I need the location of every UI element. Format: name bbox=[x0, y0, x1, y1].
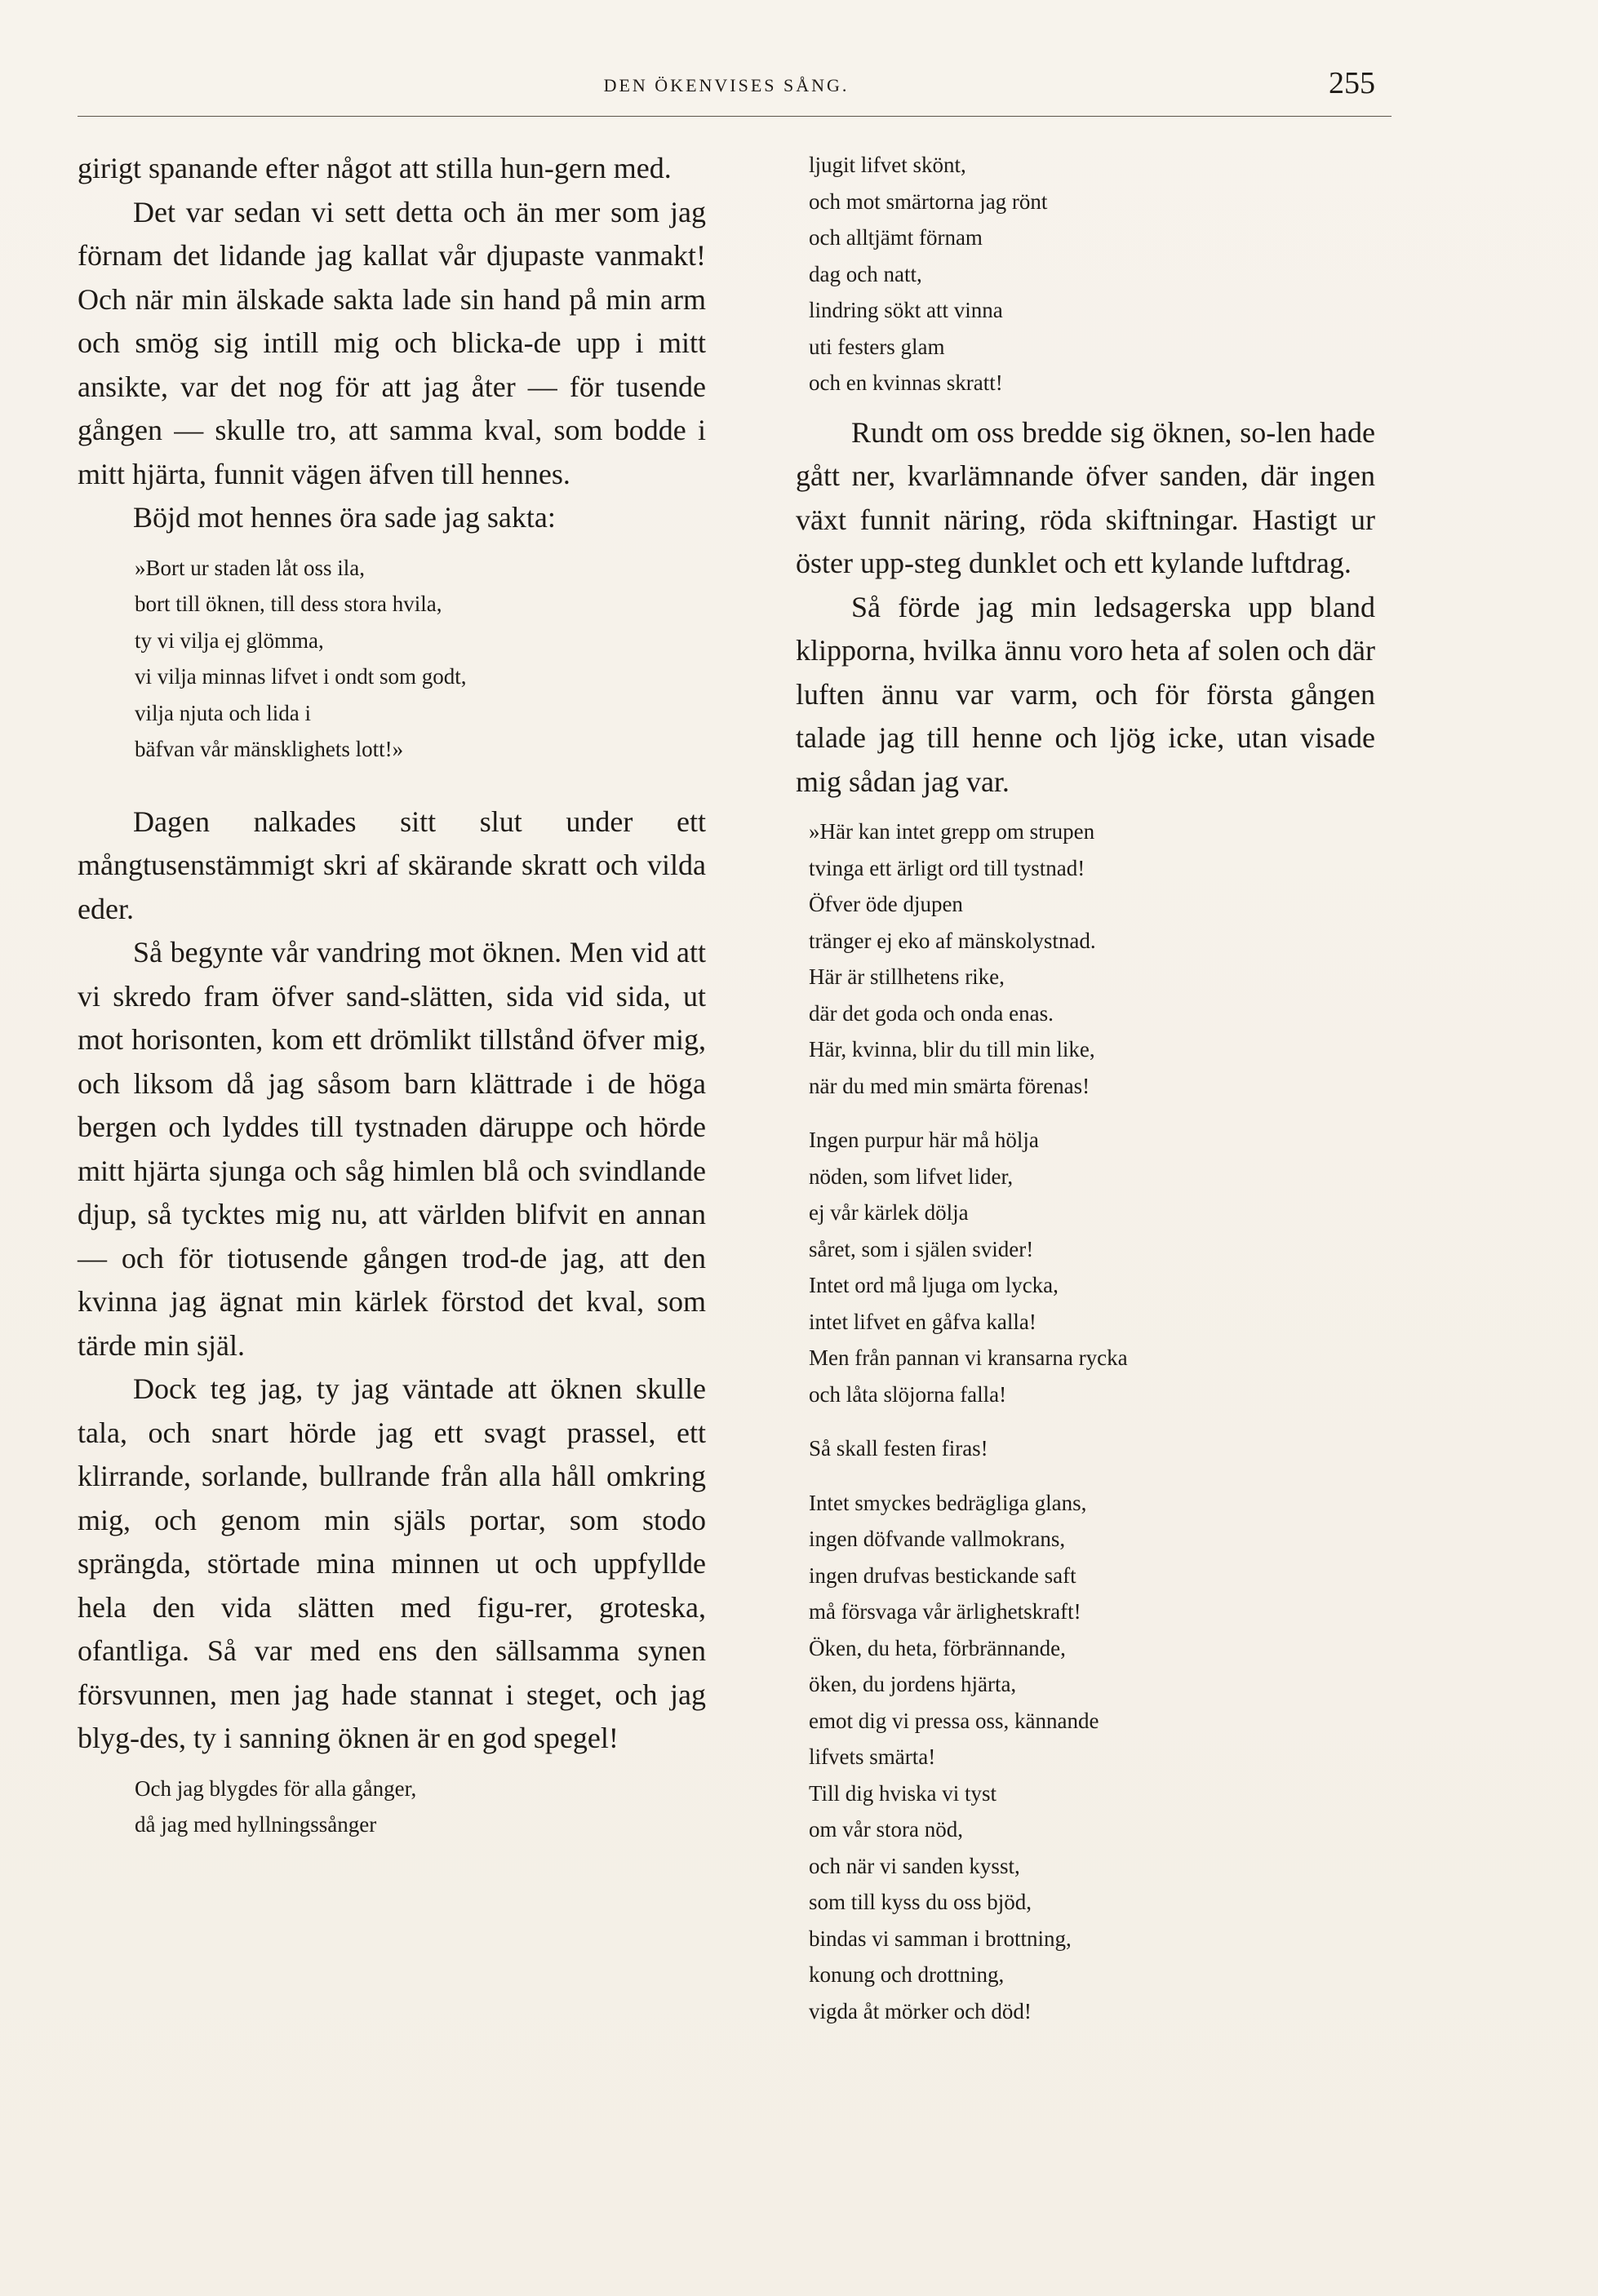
poem-line: tvinga ett ärligt ord till tystnad! bbox=[809, 855, 1085, 880]
poem-line: Öfver öde djupen bbox=[809, 892, 963, 916]
paragraph: Så förde jag min ledsagerska upp bland klipporna, hvilka ännu voro heta af solen och där luften ännu var varm, och för första gången talade jag till henne och ljög icke, utan visade mig sådan jag var. bbox=[796, 590, 1375, 798]
poem-line: ty vi vilja ej glömma, bbox=[135, 627, 324, 653]
poem-line: och låta slöjorna falla! bbox=[809, 1381, 1007, 1407]
poem-line: »Bort ur staden låt oss ila, bbox=[135, 555, 365, 580]
poem-line: emot dig vi pressa oss, kännande bbox=[809, 1708, 1099, 1733]
paragraph: girigt spanande efter något att stilla hun-gern med. bbox=[78, 152, 672, 184]
paragraph: Dock teg jag, ty jag väntade att öknen skulle tala, och snart hörde jag ett svagt prassel, ett klirrande, sorlande, bullrande från alla håll omkring mig, och genom min själs portar, som stodo sprängda, störtade mina minnen ut och uppfyllde hela den vida slätten med figu-rer, groteska, ofantliga. Så var med ens den sällsamma synen försvunnen, men jag hade stannat i steget, och jag blyg-des, ty i sanning öknen är en god spegel! bbox=[78, 1372, 706, 1754]
poem-line: ej vår kärlek dölja bbox=[809, 1200, 969, 1225]
paragraph: Rundt om oss bredde sig öknen, so-len hade gått ner, kvarlämnande öfver sanden, där ingen växt funnit näring, röda skiftningar. Hastigt ur öster upp-steg dunklet och ett kylande luftdrag. bbox=[796, 415, 1375, 579]
poem-line: bindas vi samman i brottning, bbox=[809, 1926, 1072, 1951]
right-column bbox=[796, 147, 1375, 2029]
poem-line: ljugit lifvet skönt, bbox=[809, 153, 966, 177]
running-header bbox=[78, 65, 1375, 114]
poem-line: Ingen purpur här må hölja bbox=[809, 1128, 1039, 1152]
poem-line: dag och natt, bbox=[809, 261, 922, 286]
poem-stanza bbox=[78, 1771, 706, 1843]
poem-line: vilja njuta och lida i bbox=[135, 700, 311, 725]
poem-line: Intet smyckes bedrägliga glans, bbox=[809, 1490, 1087, 1515]
paragraph: Böjd mot hennes öra sade jag sakta: bbox=[133, 501, 556, 534]
poem-stanza bbox=[78, 550, 706, 768]
poem-line: Här, kvinna, blir du till min like, bbox=[809, 1037, 1095, 1062]
poem-line: Här är stillhetens rike, bbox=[809, 964, 1005, 989]
poem-line: nöden, som lifvet lider, bbox=[809, 1164, 1014, 1189]
poem-stanza bbox=[796, 147, 1375, 401]
poem-line: Och jag blygdes för alla gånger, bbox=[135, 1775, 417, 1801]
poem-line: och en kvinnas skratt! bbox=[809, 370, 1003, 395]
poem-line: intet lifvet en gåfva kalla! bbox=[809, 1309, 1036, 1334]
poem-line: vigda åt mörker och död! bbox=[809, 1998, 1032, 2023]
running-title: DEN ÖKENVISES SÅNG. bbox=[603, 75, 850, 95]
poem-line: såret, som i själen svider! bbox=[809, 1236, 1034, 1261]
poem-line: då jag med hyllningssånger bbox=[135, 1812, 377, 1837]
left-column bbox=[78, 147, 706, 1843]
poem-line: bäfvan vår mänsklighets lott!» bbox=[135, 737, 404, 761]
poem-line: som till kyss du oss bjöd, bbox=[809, 1890, 1032, 1914]
poem-line: om vår stora nöd, bbox=[809, 1817, 963, 1842]
poem-line: Men från pannan vi kransarna rycka bbox=[809, 1345, 1128, 1370]
poem-stanza bbox=[796, 1122, 1375, 1412]
poem-line: och alltjämt förnam bbox=[809, 225, 983, 250]
poem-line: må försvaga vår ärlighetskraft! bbox=[809, 1599, 1081, 1624]
poem-stanza bbox=[796, 813, 1375, 1104]
poem-line: där det goda och onda enas. bbox=[809, 1000, 1054, 1026]
poem-line: och mot smärtorna jag rönt bbox=[809, 188, 1048, 214]
poem-stanza bbox=[796, 1485, 1375, 2030]
poem-line: konung och drottning, bbox=[809, 1962, 1005, 1987]
poem-line: lindring sökt att vinna bbox=[809, 298, 1003, 322]
poem-line: Så skall festen firas! bbox=[809, 1436, 988, 1460]
poem-line: lifvets smärta! bbox=[809, 1744, 936, 1769]
poem-line: öken, du jordens hjärta, bbox=[809, 1672, 1017, 1696]
paragraph: Dagen nalkades sitt slut under ett mångtusenstämmigt skri af skärande skratt och vilda eder. bbox=[78, 804, 706, 925]
poem-line: ingen döfvande vallmokrans, bbox=[809, 1527, 1066, 1551]
header-rule bbox=[78, 116, 1392, 117]
poem-line: »Här kan intet grepp om strupen bbox=[809, 819, 1095, 844]
paragraph: Så begynte vår vandring mot öknen. Men vid att vi skredo fram öfver sand-slätten, sida vid sida, ut mot horisonten, kom ett drömlikt tillstånd öfver mig, och liksom då jag såsom barn klättrade i de höga bergen och lyddes till tystnaden däruppe och hörde mitt hjärta sjunga och såg himlen blå och svindlande djup, så tycktes mig nu, att världen blifvit en annan — och för tiotusende gången trod-de jag, att den kvinna jag ägnat min kärlek förstod det kval, som tärde min själ. bbox=[78, 936, 706, 1362]
poem-line: uti festers glam bbox=[809, 334, 945, 359]
page-number: 255 bbox=[1329, 66, 1375, 100]
poem-line: tränger ej eko af mänskolystnad. bbox=[809, 928, 1096, 953]
poem-line: och när vi sanden kysst, bbox=[809, 1853, 1020, 1878]
poem-line: ingen drufvas bestickande saft bbox=[809, 1562, 1076, 1588]
poem-stanza bbox=[796, 1430, 1375, 1467]
poem-line: Öken, du heta, förbrännande, bbox=[809, 1635, 1066, 1660]
poem-line: vi vilja minnas lifvet i ondt som godt, bbox=[135, 664, 467, 689]
poem-line: Till dig hviska vi tyst bbox=[809, 1780, 997, 1806]
paragraph: Det var sedan vi sett detta och än mer som jag förnam det lidande jag kallat vår djupaste vanmakt! Och när min älskade sakta lade sin hand på min arm och smög sig intill mig och blicka-de upp i mitt ansikte, var det nog för att jag åter — för tusende gången — skulle tro, att samma kval, som bodde i mitt hjärta, funnit vägen äfven till hennes. bbox=[78, 195, 706, 490]
poem-line: när du med min smärta förenas! bbox=[809, 1073, 1090, 1098]
poem-line: bort till öknen, till dess stora hvila, bbox=[135, 592, 442, 616]
poem-line: Intet ord må ljuga om lycka, bbox=[809, 1273, 1059, 1297]
